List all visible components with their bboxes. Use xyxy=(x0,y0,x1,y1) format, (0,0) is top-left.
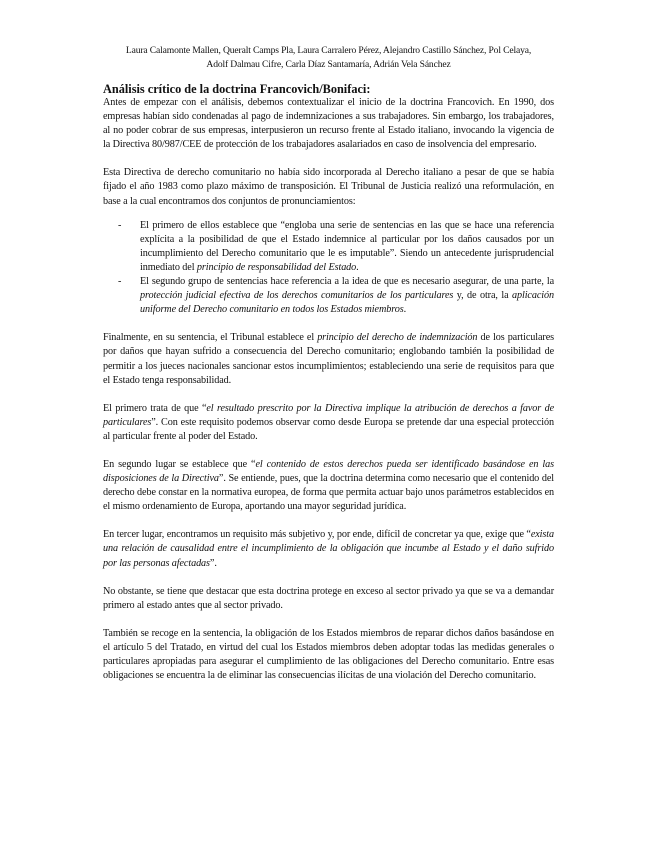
paragraph-tribunal xyxy=(103,331,554,387)
text-run: ”. xyxy=(209,557,217,569)
list-item xyxy=(118,275,554,317)
paragraph-member-states: También se recoge en la sentencia, la obligación de los Estados miembros de reparar dichos daños basándose en el artículo 5 del Tratado, en virtud del cual los Estados miembros deben adoptar todas las medidas generales o particulares apropiadas para asegurar el cumplimiento de las obligaciones del Derecho comunitario. Entre esas obligaciones se encuentra la de eliminar las consecuencias ilícitas de una violación del Derecho comunitario. xyxy=(103,627,554,682)
emphasis-run: el contenido de estos derechos pueda ser identificado basándose en las disposiciones de la Directiva xyxy=(103,458,555,485)
text-run: Finalmente, en su sentencia, el Tribunal establece el xyxy=(103,332,318,344)
paragraph-third-requirement xyxy=(103,528,554,570)
paragraph-first-requirement xyxy=(103,402,554,444)
text-run: El primero trata de que “ xyxy=(103,402,207,414)
list-item-emphasis: protección judicial efectiva de los derechos comunitarios de los particulares xyxy=(140,290,454,302)
list-item-end: . xyxy=(356,261,359,273)
section-title: Análisis crítico de la doctrina Francovich/Bonifaci: xyxy=(103,82,371,96)
list-item-emphasis: principio de responsabilidad del Estado xyxy=(196,261,357,273)
paragraph-private-sector: No obstante, se tiene que destacar que esta doctrina protege en exceso al sector privado ya que se va a demandar primero al estado antes que al sector privado. xyxy=(103,585,554,611)
bullet-marker: - xyxy=(118,219,122,231)
paragraph-context: Antes de empezar con el análisis, debemos contextualizar el inicio de la doctrina Francovich. En 1990, dos empresas habían sido condenadas al pago de indemnizaciones a sus trabajadores. Sin embargo, los trabajadores, al no poder cobrar de sus empresas, interpusieron un recurso frente al Estado italiano, invocando la vigencia de la Directiva 80/987/CEE de protección de los trabajadores asalariados en caso de insolvencia del empresario. xyxy=(103,97,554,151)
list-item-text: El segundo grupo de sentencias hace referencia a la idea de que es necesario asegurar, de una parte, la xyxy=(140,276,554,288)
list-item-emphasis: aplicación uniforme del Derecho comunitario en todos los Estados miembros xyxy=(140,290,554,316)
text-run: En segundo lugar se establece que “ xyxy=(103,458,256,470)
text-run: de los particulares por daños que hayan sufrido a consecuencia del Derecho comunitario; englobando también la posibilidad de permitir a los jueces nacionales sancionar estos incumplimientos; estableciendo una serie de requisitos para que el Estado tenga responsabilidad. xyxy=(103,332,555,386)
authors-line-1: Laura Calamonte Mallen, Queralt Camps Pla, Laura Carralero Pérez, Alejandro Castillo Sánchez, Pol Celaya, xyxy=(125,45,532,56)
text-run: En tercer lugar, encontramos un requisito más subjetivo y, por ende, difícil de concretar ya que, exige que “ xyxy=(103,529,531,541)
paragraph-second-requirement xyxy=(103,458,554,514)
list-item-text: El primero de ellos establece que “engloba una serie de sentencias en las que se hace una referencia explícita a la posibilidad de que el Estado indemnice al particular por los daños causados por un incumplimiento del Derecho comunitario que le es imputable”. Siendo un antecedente jurisprudencial inmediato del xyxy=(140,219,554,273)
text-run: ”. Con este requisito podemos observar como desde Europa se pretende dar una especial protección al particular frente al poder del Estado. xyxy=(103,416,554,442)
authors-block xyxy=(103,44,554,72)
text-run: ”. Se entiende, pues, que la doctrina determina como necesario que el contenido del derecho debe constar en la normativa europea, de forma que permita actuar bajo unos parámetros establecidos en el mismo ordenamiento de Europa, aportando una mayor seguridad jurídica. xyxy=(103,473,554,513)
pronouncements-list xyxy=(103,219,554,318)
emphasis-run: exista una relación de causalidad entre el incumplimiento de la obligación que incumbe al Estado y el daño sufrido por las personas afectadas xyxy=(103,529,554,569)
bullet-marker: - xyxy=(118,276,122,288)
list-item xyxy=(118,219,554,275)
emphasis-run: principio del derecho de indemnización xyxy=(317,332,478,344)
list-item-end: . xyxy=(403,304,407,316)
list-item-text: y, de otra, la xyxy=(453,290,512,302)
emphasis-run: el resultado prescrito por la Directiva implique la atribución de derechos a favor de particulares xyxy=(103,402,554,428)
paragraph-directive: Esta Directiva de derecho comunitario no había sido incorporada al Derecho italiano a pesar de que se había fijado el año 1983 como plazo máximo de transposición. El Tribunal de Justicia realizó una reformulación, en base a la cual encontramos dos conjuntos de pronunciamientos: xyxy=(103,167,554,207)
authors-line-2: Adolf Dalmau Cifre, Carla Díaz Santamaría, Adrián Vela Sánchez xyxy=(206,59,451,70)
